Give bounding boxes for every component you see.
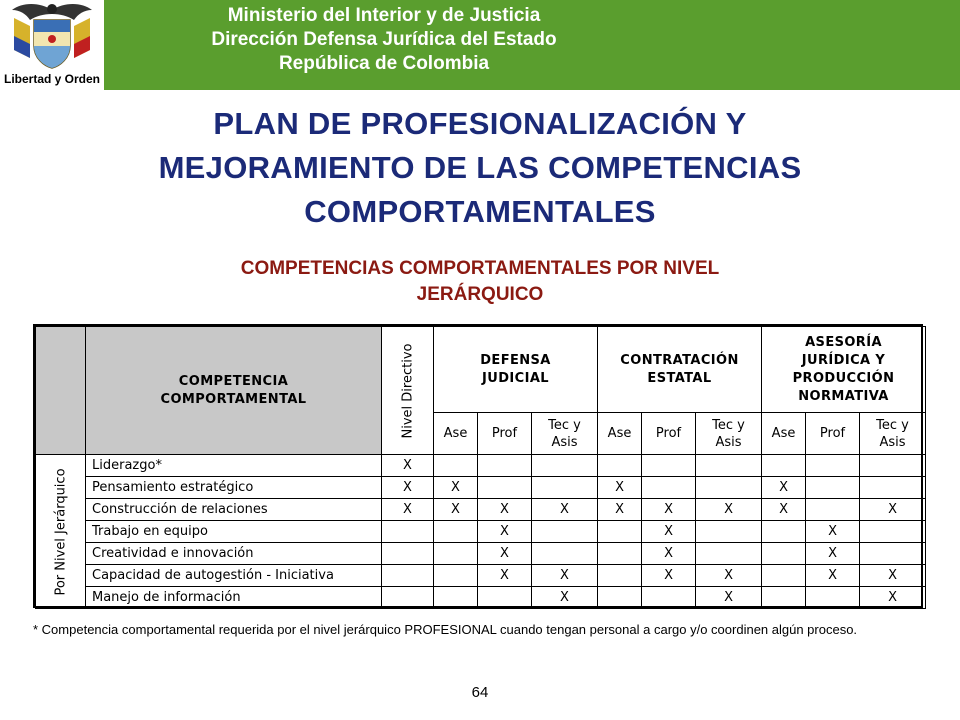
subcolumn-header-line: Prof — [491, 426, 518, 441]
ministry-name: Ministerio del Interior y de Justicia — [227, 5, 541, 26]
subcolumn-header — [696, 413, 762, 455]
requirement-mark — [434, 565, 478, 587]
requirement-mark — [762, 587, 806, 609]
requirement-mark — [806, 455, 860, 477]
competencies-table-frame — [33, 324, 923, 608]
subcolumn-header-line: Tec y — [548, 417, 581, 433]
subcolumn-header — [642, 413, 696, 455]
requirement-mark — [806, 499, 860, 521]
title-line: MEJORAMIENTO DE LAS COMPETENCIAS — [158, 150, 802, 185]
header-line: CONTRATACIÓN — [620, 352, 739, 368]
subcolumn-header — [598, 413, 642, 455]
header-line: DEFENSA — [480, 352, 551, 368]
row-group-label-cell — [36, 455, 86, 609]
requirement-mark: X — [598, 477, 642, 499]
requirement-mark — [598, 543, 642, 565]
header-line: COMPETENCIA — [178, 373, 289, 389]
requirement-mark — [532, 455, 598, 477]
competency-name: Construcción de relaciones — [86, 499, 382, 521]
requirement-mark: X — [478, 499, 532, 521]
table-row — [36, 565, 926, 587]
page-title — [40, 102, 920, 234]
requirement-mark — [696, 455, 762, 477]
requirement-mark: X — [696, 587, 762, 609]
requirement-mark — [434, 587, 478, 609]
requirement-mark: X — [642, 499, 696, 521]
requirement-mark — [860, 543, 926, 565]
table-row — [36, 455, 926, 477]
requirement-mark — [532, 477, 598, 499]
requirement-mark — [860, 455, 926, 477]
requirement-mark — [696, 543, 762, 565]
requirement-mark — [382, 521, 434, 543]
corner-cell — [36, 327, 86, 455]
requirement-mark — [434, 521, 478, 543]
requirement-mark: X — [642, 521, 696, 543]
requirement-mark — [598, 455, 642, 477]
requirement-mark — [860, 521, 926, 543]
subcolumn-header-line: Tec y — [876, 417, 909, 433]
requirement-mark: X — [478, 521, 532, 543]
table-row — [36, 543, 926, 565]
subtitle-line: JERÁRQUICO — [416, 284, 544, 305]
requirement-mark: X — [382, 455, 434, 477]
requirement-mark: X — [806, 543, 860, 565]
requirement-mark: X — [598, 499, 642, 521]
header-line: ESTATAL — [647, 370, 712, 386]
requirement-mark — [696, 521, 762, 543]
requirement-mark — [762, 543, 806, 565]
requirement-mark: X — [860, 499, 926, 521]
requirement-mark — [532, 521, 598, 543]
group-header-asesoria — [762, 327, 926, 413]
requirement-mark — [696, 477, 762, 499]
ministry-header — [104, 4, 664, 76]
table-row — [36, 499, 926, 521]
header-line: PRODUCCIÓN — [792, 370, 895, 386]
header-line: NORMATIVA — [798, 388, 889, 404]
subtitle-line: COMPETENCIAS COMPORTAMENTALES POR NIVEL — [240, 258, 720, 279]
requirement-mark: X — [434, 477, 478, 499]
requirement-mark — [642, 477, 696, 499]
subcolumn-header — [860, 413, 926, 455]
table-row — [36, 587, 926, 609]
subcolumn-header-line: Ase — [443, 426, 468, 441]
requirement-mark: X — [478, 565, 532, 587]
competencia-header — [86, 327, 382, 455]
subcolumn-header-line: Tec y — [712, 417, 745, 433]
requirement-mark — [382, 565, 434, 587]
requirement-mark: X — [696, 565, 762, 587]
page-number: 64 — [471, 684, 489, 701]
requirement-mark — [860, 477, 926, 499]
requirement-mark: X — [382, 499, 434, 521]
requirement-mark: X — [478, 543, 532, 565]
title-line: PLAN DE PROFESIONALIZACIÓN Y — [213, 106, 747, 141]
subcolumn-header-line: Prof — [819, 426, 846, 441]
requirement-mark — [642, 587, 696, 609]
header-line: ASESORÍA — [805, 334, 882, 350]
subcolumn-header-line: Asis — [551, 434, 578, 450]
requirement-mark: X — [642, 543, 696, 565]
requirement-mark — [762, 455, 806, 477]
requirement-mark — [478, 455, 532, 477]
subcolumn-header-line: Prof — [655, 426, 682, 441]
header-line: COMPORTAMENTAL — [160, 391, 307, 407]
requirement-mark — [382, 543, 434, 565]
requirement-mark — [642, 455, 696, 477]
nivel-directivo-header — [382, 327, 434, 455]
competency-name: Manejo de información — [86, 587, 382, 609]
requirement-mark: X — [382, 477, 434, 499]
requirement-mark — [382, 587, 434, 609]
coat-of-arms-logo — [0, 0, 104, 96]
requirement-mark: X — [762, 499, 806, 521]
requirement-mark — [762, 565, 806, 587]
subcolumn-header-line: Asis — [879, 434, 906, 450]
title-line: COMPORTAMENTALES — [304, 194, 656, 229]
row-group-label: Por Nivel Jerárquico — [53, 467, 68, 596]
subcolumn-header — [532, 413, 598, 455]
requirement-mark: X — [762, 477, 806, 499]
subcolumn-header-line: Ase — [771, 426, 796, 441]
requirement-mark — [478, 477, 532, 499]
requirement-mark — [598, 565, 642, 587]
requirement-mark — [532, 543, 598, 565]
requirement-mark: X — [434, 499, 478, 521]
subcolumn-header — [762, 413, 806, 455]
subcolumn-header-line: Asis — [715, 434, 742, 450]
requirement-mark — [434, 543, 478, 565]
competency-name: Capacidad de autogestión - Iniciativa — [86, 565, 382, 587]
header-line: JUDICIAL — [482, 370, 549, 386]
requirement-mark: X — [860, 587, 926, 609]
footnote: * Competencia comportamental requerida por el nivel jerárquico PROFESIONAL cuando tengan personal a cargo y/o coordinen algún proceso. — [33, 622, 858, 637]
requirement-mark — [762, 521, 806, 543]
subcolumn-header — [806, 413, 860, 455]
requirement-mark — [478, 587, 532, 609]
table-row — [36, 477, 926, 499]
group-header-contratacion — [598, 327, 762, 413]
requirement-mark — [806, 477, 860, 499]
requirement-mark: X — [642, 565, 696, 587]
requirement-mark — [806, 587, 860, 609]
requirement-mark: X — [860, 565, 926, 587]
competency-name: Liderazgo* — [86, 455, 382, 477]
directorate-name: Dirección Defensa Jurídica del Estado — [211, 29, 557, 50]
requirement-mark — [598, 587, 642, 609]
group-header-defensa — [434, 327, 598, 413]
competencies-table — [35, 326, 926, 609]
requirement-mark — [434, 455, 478, 477]
nivel-directivo-label: Nivel Directivo — [400, 343, 415, 438]
subcolumn-header — [434, 413, 478, 455]
competency-name: Trabajo en equipo — [86, 521, 382, 543]
colombia-coat-of-arms-icon — [0, 0, 104, 72]
competency-name: Creatividad e innovación — [86, 543, 382, 565]
country-name: República de Colombia — [278, 53, 490, 74]
requirement-mark: X — [532, 565, 598, 587]
table-row — [36, 521, 926, 543]
requirement-mark: X — [532, 587, 598, 609]
requirement-mark: X — [532, 499, 598, 521]
requirement-mark: X — [806, 521, 860, 543]
requirement-mark: X — [806, 565, 860, 587]
requirement-mark — [598, 521, 642, 543]
subcolumn-header-line: Ase — [607, 426, 632, 441]
emblem-motto: Libertad y Orden — [3, 72, 101, 86]
section-subtitle — [120, 256, 840, 308]
subcolumn-header — [478, 413, 532, 455]
competency-name: Pensamiento estratégico — [86, 477, 382, 499]
header-line: JURÍDICA Y — [801, 352, 886, 368]
requirement-mark: X — [696, 499, 762, 521]
